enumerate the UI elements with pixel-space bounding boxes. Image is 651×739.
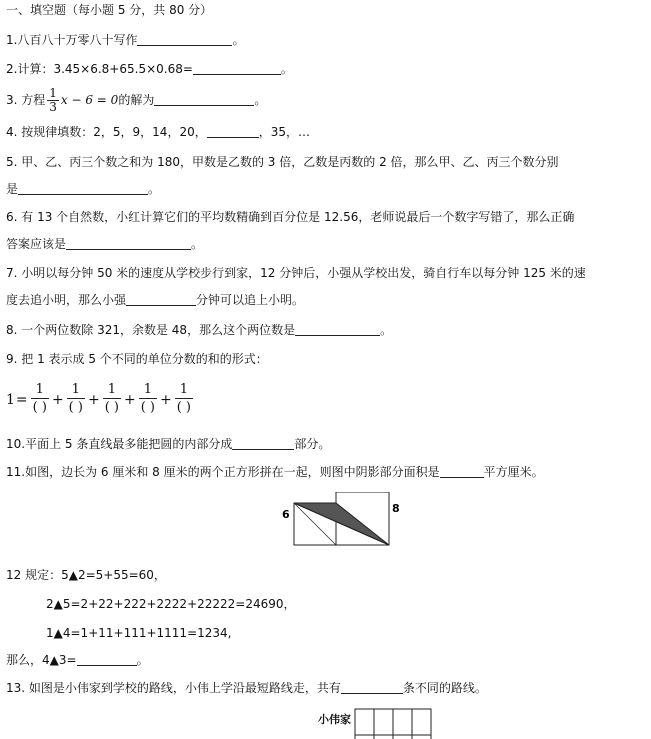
q6-end: 。 [191,237,204,251]
q8-answer-blank[interactable] [295,322,380,336]
q12-line4-text: 那么，4▲3= [6,653,77,667]
question-1 [6,32,244,48]
q2-text: 2.计算：3.45×6.8+65.5×0.68= [6,62,193,76]
q6-line2-text: 答案应该是 [6,237,67,251]
q3-fraction [47,87,59,114]
q8-end: 。 [380,323,393,337]
question-6-line-1: 6. 有 13 个自然数，小红计算它们的平均数精确到百分位是 12.56，老师说最后一个数字写错了，那么正确 [6,210,575,224]
q3-frac-den: 3 [49,100,57,114]
question-3 [6,85,266,115]
q3-end: 。 [254,93,267,107]
q9-lhs: 1 [6,391,15,408]
q3-post: 的解为 [118,93,155,107]
q13-text: 13. 如图是小伟家到学校的路线，小伟上学沿最短路线走，共有 [6,681,341,695]
q5-answer-blank[interactable] [18,181,148,195]
q3-expression: x − 6 = 0 [60,93,119,107]
q12-answer-blank[interactable] [77,652,137,666]
q9-plus-4: + [159,391,172,408]
question-11 [6,464,544,480]
q9-frac-1[interactable]: $\frac{1}{( )}$ [32,382,47,415]
q5-line2-text: 是 [6,182,19,196]
q5-end: 。 [148,182,161,196]
question-4 [6,124,310,140]
question-12-line-2: 2▲5=2+22+222+2222+22222=24690， [46,597,296,611]
section-title: 一、填空题（每小题 5 分，共 80 分） [6,3,213,17]
q7-answer-blank[interactable] [126,292,196,306]
question-5-line-1: 5. 甲、乙、丙三个数之和为 180，甲数是乙数的 3 倍，乙数是丙数的 2 倍，那么甲、乙、丙三个数分别 [6,155,559,169]
q13-end: 条不同的路线。 [402,681,487,695]
question-13 [6,680,487,696]
q11-label-8: 8 [392,502,400,515]
q9-frac-3[interactable]: $\frac{1}{( )}$ [104,382,119,415]
question-12-line-1: 12 规定：5▲2=5+55=60， [6,568,166,582]
q8-text: 8. 一个两位数除 321，余数是 48，那么这个两位数是 [6,323,296,337]
question-12-line-4 [6,652,149,668]
question-6-line-2 [6,236,203,252]
q4-text: 4. 按规律填数：2，5，9，14，20， [6,125,207,139]
question-5-line-2 [6,181,160,197]
question-7-line-2 [6,292,304,308]
q12-end: 。 [136,653,149,667]
q2-answer-blank[interactable] [193,61,281,75]
q3-pre: 3. 方程 [6,93,46,107]
q11-answer-blank[interactable] [440,464,484,478]
q1-text: 1.八百八十万零八十写作 [6,33,138,47]
question-2 [6,61,293,77]
q7-line2-text: 度去追小明，那么小强 [6,293,127,307]
q13-answer-blank[interactable] [341,680,403,694]
q11-label-6: 6 [282,508,290,521]
q9-plus-2: + [87,391,100,408]
q9-eq-sign: = [15,391,28,408]
q1-end: 。 [232,33,245,47]
q4-answer-blank[interactable] [207,124,259,138]
q3-answer-blank[interactable] [154,92,254,106]
q11-end: 平方厘米。 [483,465,544,479]
q11-squares-figure [280,492,410,552]
q9-plus-1: + [51,391,64,408]
q4-end: ，35，… [258,125,310,139]
q9-frac-5[interactable]: $\frac{1}{( )}$ [176,382,191,415]
q6-answer-blank[interactable] [66,236,191,250]
q10-text: 10.平面上 5 条直线最多能把圆的内部分成 [6,437,233,451]
q10-answer-blank[interactable] [232,436,294,450]
q2-end: 。 [280,62,293,76]
q9-plus-3: + [123,391,136,408]
q9-frac-2[interactable]: $\frac{1}{( )}$ [68,382,83,415]
q11-text: 11.如图，边长为 6 厘米和 8 厘米的两个正方形拼在一起，则图中阴影部分面积是 [6,465,440,479]
q9-frac-4[interactable]: $\frac{1}{( )}$ [140,382,155,415]
q13-home-label: 小伟家 [318,713,351,726]
question-7-line-1: 7. 小明以每分钟 50 米的速度从学校步行到家，12 分钟后，小强从学校出发，骑自行车以每分钟 125 米的速 [6,266,586,280]
question-8 [6,322,392,338]
question-9: 9. 把 1 表示成 5 个不同的单位分数的和的形式： [6,352,268,366]
q1-answer-blank[interactable] [137,32,232,46]
q10-end: 部分。 [294,437,331,451]
question-10 [6,436,330,452]
q3-frac-num: 1 [49,86,57,100]
q7-end: 分钟可以追上小明。 [196,293,305,307]
question-12-line-3: 1▲4=1+11+111+1111=1234, [46,626,232,640]
q9-equation [6,382,195,417]
q13-route-grid [354,708,434,739]
